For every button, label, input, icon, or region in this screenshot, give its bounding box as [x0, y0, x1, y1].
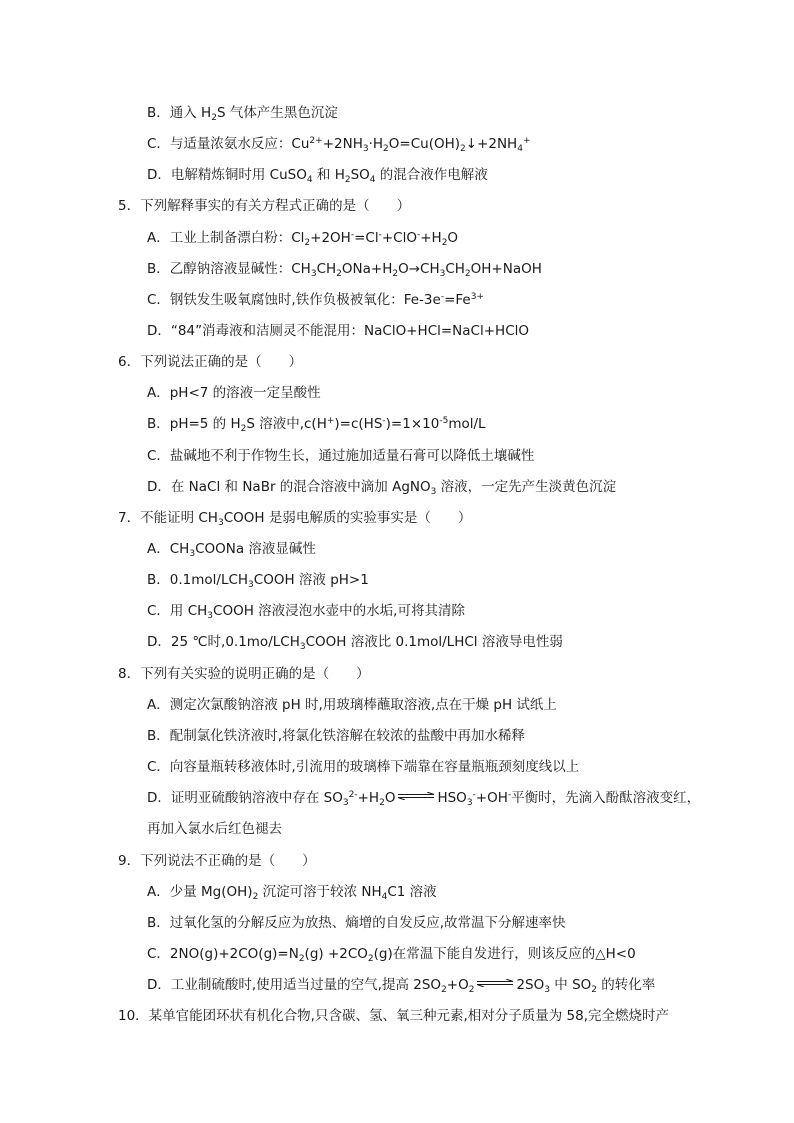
- q10-stem: 10．某单官能团环状有机化合物,只含碳、氢、氧三种元素,相对分子质量为 58,完全燃烧时产: [118, 1008, 670, 1024]
- q6-option-d: D．在 NaCl 和 NaBr 的混合溶液中滴加 AgNO$_3$ 溶液，一定先产生淡黄色沉淀: [147, 479, 617, 497]
- q5-option-a: A．工业上制备漂白粉：$Cl_2+2OH^-=Cl^-+ClO^-+H_2O$: [147, 230, 459, 248]
- q8-option-c: C．向容量瓶转移液体时,引流用的玻璃棒下端靠在容量瓶瓶颈刻度线以上: [147, 759, 580, 775]
- q7-option-a: A．$CH_3COONa$ 溶液显碱性: [147, 541, 316, 559]
- q5-option-d: D．“84”消毒液和洁厕灵不能混用：NaClO+HCl=NaCl+HClO: [147, 323, 530, 339]
- q6-option-b: B．pH=5 的 $H_2S$ 溶液中$,c(H^+)=c(HS^-)=1\times 10^{-5}mol/L$: [147, 416, 486, 434]
- q4-option-b: B．通入 $H_2S$ 气体产生黑色沉淀: [147, 105, 338, 123]
- q8-option-d-continued: 再加入氯水后红色褪去: [147, 821, 282, 837]
- q4-option-d: D．电解精炼铜时用 CuSO$_4$ 和 $H_2SO_4$ 的混合液作电解液: [147, 167, 488, 185]
- q9-option-a: A．少量 $Mg(OH)_2$ 沉淀可溶于较浓 $NH_4C1$ 溶液: [147, 884, 437, 902]
- q9-option-b: B．过氧化氢的分解反应为放热、熵增的自发反应,故常温下分解速率快: [147, 915, 566, 931]
- q7-option-d: D．25 ℃时$,0.1mo/LCH_3COOH$ 溶液比 0.1mol/LHCl 溶液导电性弱: [147, 634, 563, 652]
- q6-option-a: A．pH<7 的溶液一定呈酸性: [147, 385, 321, 401]
- q5-option-c: C．钢铁发生吸氧腐蚀时,铁作负极被氧化：$Fe-3e^-=Fe^{3+}$: [147, 292, 485, 308]
- q9-option-d: D．工业制硫酸时,使用适当过量的空气,提高 $2SO_2+O_2$ $2SO_3$ 中 $SO_2$ 的转化率: [147, 977, 656, 995]
- q8-stem: 8．下列有关实验的说明正确的是（ ）: [118, 666, 370, 682]
- q8-option-d: D．证明亚硫酸钠溶液中存在 $SO_3^{2-}+H_2O$ $HSO_3^-+OH^-$平衡时，先滴入酚酞溶液变红，: [147, 790, 701, 808]
- q8-option-a: A．测定次氯酸钠溶液 pH 时,用玻璃棒蘸取溶液,点在干燥 pH 试纸上: [147, 697, 557, 713]
- q5-stem: 5．下列解释事实的有关方程式正确的是（ ）: [118, 198, 411, 214]
- equilibrium-arrow-icon: [397, 792, 435, 800]
- q7-stem: 7．不能证明 $CH_3COOH$ 是弱电解质的实验事实是（ ）: [118, 510, 472, 528]
- q5-option-b: B．乙醇钠溶液显碱性：$CH_3CH_2ONa+H_2O\to CH_3CH_2OH+NaOH$: [147, 261, 542, 279]
- q7-option-c: C．用 $CH_3COOH$ 溶液浸泡水壶中的水垢,可将其清除: [147, 603, 465, 621]
- q9-option-c: C．$2NO(g)+2CO(g)=N_2(g) +2CO_2(g)$在常温下能自发进行，则该反应的△H<0: [147, 946, 636, 964]
- q9-stem: 9．下列说法不正确的是（ ）: [118, 853, 316, 869]
- q6-option-c: C．盐碱地不利于作物生长，通过施加适量石膏可以降低土壤碱性: [147, 448, 535, 464]
- q4-option-c: C．与适量浓氨水反应：$Cu^{2+}+2NH_3\cdot H_2O=Cu(OH)_2↓+2NH_4^+$: [147, 136, 531, 154]
- equilibrium-arrow-icon: [476, 979, 514, 987]
- q6-stem: 6．下列说法正确的是（ ）: [118, 354, 303, 370]
- q8-option-b: B．配制氯化铁济液时,将氯化铁溶解在较浓的盐酸中再加水稀释: [147, 728, 526, 744]
- q7-option-b: B．$0.1mol/LCH_3COOH$ 溶液 pH>1: [147, 572, 369, 590]
